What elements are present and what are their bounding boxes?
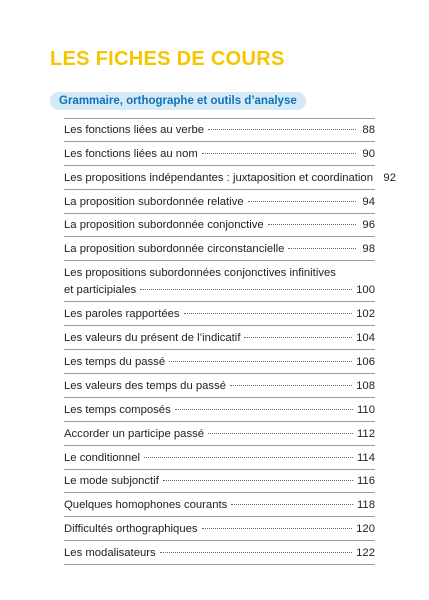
toc-page-number: 100 xyxy=(356,284,375,297)
toc-entry[interactable] xyxy=(64,214,375,238)
toc-entry-label: Difficultés orthographiques xyxy=(64,523,198,536)
table-of-contents xyxy=(64,118,396,565)
toc-entry[interactable] xyxy=(64,350,375,374)
toc-entry-label: La proposition subordonnée circonstancielle xyxy=(64,243,285,256)
toc-entry[interactable] xyxy=(64,261,375,302)
toc-entry[interactable] xyxy=(64,470,375,494)
dot-leader xyxy=(230,385,352,386)
toc-page-number: 114 xyxy=(356,451,375,464)
toc-page-number: 110 xyxy=(356,403,375,416)
dot-leader xyxy=(163,480,353,481)
toc-entry-label: Les valeurs du présent de l’indicatif xyxy=(64,332,241,345)
toc-entry-label: Les temps du passé xyxy=(64,356,166,369)
toc-page-number: 106 xyxy=(356,356,375,369)
toc-entry[interactable] xyxy=(64,302,375,326)
toc-entry-label: Les fonctions liées au nom xyxy=(64,147,198,160)
toc-entry-label: Les paroles rapportées xyxy=(64,308,180,321)
toc-page-number: 118 xyxy=(356,499,375,512)
toc-entry-label: Les propositions indépendantes : juxtaposition et coordination xyxy=(64,171,373,184)
page-title: LES FICHES DE COURS xyxy=(50,48,285,70)
toc-entry-label: La proposition subordonnée conjonctive xyxy=(64,219,264,232)
toc-entry[interactable] xyxy=(64,118,375,142)
toc-page-number: 116 xyxy=(356,475,375,488)
dot-leader xyxy=(231,504,353,505)
toc-entry-label: Les temps composés xyxy=(64,403,171,416)
toc-page-number: 98 xyxy=(362,243,375,256)
toc-page-number: 112 xyxy=(356,427,375,440)
dot-leader xyxy=(208,433,353,434)
toc-entry[interactable] xyxy=(64,517,375,541)
toc-entry[interactable] xyxy=(64,422,375,446)
dot-leader xyxy=(208,129,356,130)
toc-entry[interactable] xyxy=(64,237,375,261)
dot-leader xyxy=(175,409,353,410)
toc-page-number: 92 xyxy=(383,171,396,184)
toc-page-number: 96 xyxy=(362,219,375,232)
section-heading: Grammaire, orthographe et outils d’analyse xyxy=(50,92,306,110)
dot-leader xyxy=(288,248,356,249)
dot-leader xyxy=(160,552,352,553)
dot-leader xyxy=(202,153,356,154)
toc-page-number: 90 xyxy=(362,147,375,160)
toc-entry[interactable] xyxy=(64,398,375,422)
toc-entry[interactable] xyxy=(64,446,375,470)
toc-entry-label: La proposition subordonnée relative xyxy=(64,195,244,208)
toc-entry-label: Le mode subjonctif xyxy=(64,475,159,488)
toc-entry[interactable] xyxy=(64,541,375,565)
toc-page-number: 120 xyxy=(356,523,375,536)
toc-entry-label: Quelques homophones courants xyxy=(64,499,228,512)
toc-entry-label: et participiales xyxy=(64,284,137,297)
toc-entry-label: Accorder un participe passé xyxy=(64,427,205,440)
toc-entry-label: Les valeurs des temps du passé xyxy=(64,379,227,392)
toc-entry-label: Le conditionnel xyxy=(64,451,141,464)
toc-entry[interactable] xyxy=(64,142,375,166)
toc-entry-label: Les fonctions liées au verbe xyxy=(64,123,205,136)
dot-leader xyxy=(144,457,353,458)
toc-entry[interactable] xyxy=(64,166,396,190)
toc-entry-label-line1: Les propositions subordonnées conjonctives infinitives xyxy=(64,267,336,280)
dot-leader xyxy=(248,201,356,202)
toc-entry[interactable] xyxy=(64,190,375,214)
toc-page-number: 108 xyxy=(356,379,375,392)
toc-entry[interactable] xyxy=(64,326,375,350)
dot-leader xyxy=(202,528,353,529)
toc-entry[interactable] xyxy=(64,374,375,398)
dot-leader xyxy=(244,337,352,338)
toc-entry-label: Les modalisateurs xyxy=(64,547,156,560)
dot-leader xyxy=(268,224,356,225)
toc-page-number: 94 xyxy=(362,195,375,208)
toc-page-number: 122 xyxy=(356,547,375,560)
toc-entry[interactable] xyxy=(64,493,375,517)
dot-leader xyxy=(140,289,352,290)
toc-page-number: 104 xyxy=(356,332,375,345)
dot-leader xyxy=(169,361,352,362)
dot-leader xyxy=(184,313,353,314)
toc-page-number: 88 xyxy=(362,123,375,136)
toc-page-number: 102 xyxy=(356,308,375,321)
